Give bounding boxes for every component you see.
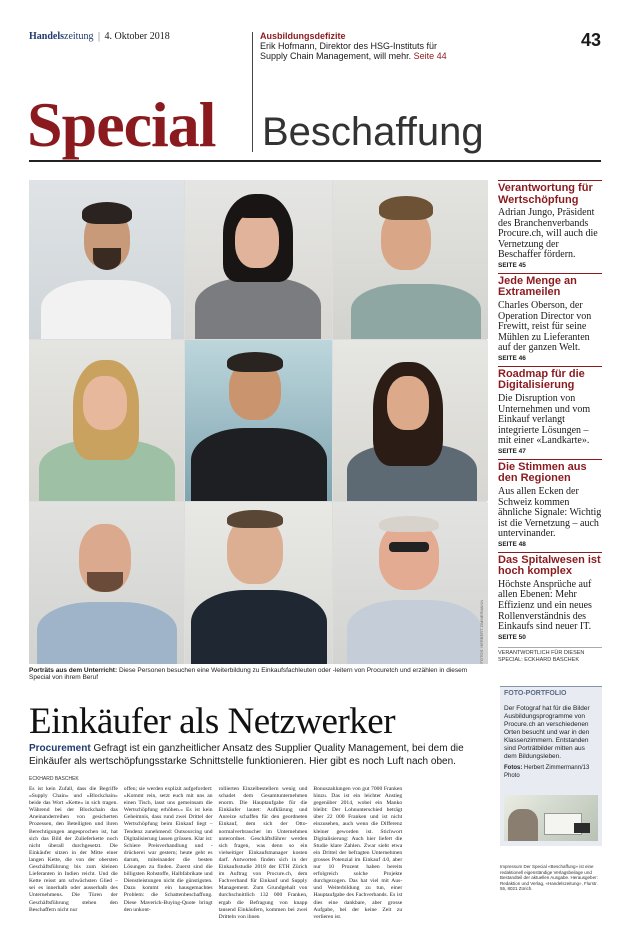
portrait-photo-1[interactable] <box>29 180 184 339</box>
teaser-text: Adrian Jungo, Präsident des Branchenverbands Procure.ch, will auch die Vernetzung der Beschaffer fördern. <box>498 207 598 261</box>
portrait-photo-4[interactable] <box>29 340 184 501</box>
article-headline: Einkäufer als Netzwerker <box>29 701 396 742</box>
teaser-headline[interactable]: Roadmap für die Digitalisierung <box>498 367 585 392</box>
teaser-text: Die Disruption von Unternehmen und vom Einkauf verlangt integrierte Lösungen – mit einer «Landkarte». <box>498 392 591 447</box>
teaser-page-ref[interactable]: SEITE 50 <box>498 633 526 641</box>
teaser-page-ref[interactable]: SEITE 45 <box>498 261 526 269</box>
teaser-item[interactable] <box>498 180 602 273</box>
teaser-item[interactable] <box>498 459 602 552</box>
article-column <box>408 786 497 921</box>
brand-logo-part-b[interactable]: zeitung <box>64 31 94 42</box>
portrait-photo-3[interactable] <box>333 180 488 339</box>
masthead-separator: | <box>95 31 103 42</box>
teaser-item[interactable] <box>498 366 602 459</box>
teaser-text: Aus allen Ecken der Schweiz kommen ähnliche Signale: Wichtig ist die Vernetzung – auch untervinander. <box>498 485 602 540</box>
top-teaser-text: Erik Hofmann, Direktor des HSG-Instituts für Supply Chain Management, will mehr. <box>260 41 438 61</box>
foto-credit-label: Fotos: <box>504 765 523 771</box>
teaser-page-ref[interactable]: SEITE 46 <box>498 354 526 362</box>
responsible-editor: VERANTWORTLICH FÜR DIESEN SPECIAL: ECKHARD BASCHEK <box>498 647 602 664</box>
photo-caption <box>29 667 489 681</box>
teaser-page-ref[interactable]: SEITE 48 <box>498 540 526 548</box>
foto-portfolio-body: Der Fotograf hat für die Bilder Ausbildungsprogramme von Procure.ch an verschiedenen Orten besucht und war in den Klassenzimmern. Entstanden sind Porträtbilder mitten aus dem Bildungsleben. <box>504 705 590 760</box>
teaser-headline[interactable]: Verantwortung für Wertschöpfung <box>498 182 593 206</box>
masthead <box>29 31 170 42</box>
portrait-photo-2[interactable] <box>185 180 332 339</box>
article-body <box>29 786 497 921</box>
article-column: rollierten Einzelbestellern wenig und schadet dem Gesamtunternehmen enorm. Die Hauptaufgabe für die Einkäufer lautet: Aufklärung und Anreize schaffen für den geordneten Einkauf, dem sich der Otto-normalverbraucher im Unternehmen unterordnet. Geschäftsführer werden sich fragen, was denn so ein vielseitiger Einkaufsmanager kosten darf. Antworten finden sich in der Einkaufsstudie 2018 der ETH Zürich im Auftrag von Procure.ch, dem Fachverband für Einkauf und Supply Management. Zum Grundgehalt von durchschnittlich 132 000 Franken, ergab die Befragung von knapp tausend Einkäufern, kommen bei zwei Dritteln von ihnen <box>218 786 308 920</box>
foto-portfolio-box <box>500 686 602 846</box>
photo-caption-lead: Porträts aus dem Unterricht: <box>29 667 118 674</box>
foto-portfolio-credit <box>504 765 598 780</box>
portrait-photo-7[interactable] <box>29 502 184 664</box>
article-lead-kicker: Procurement <box>29 743 91 754</box>
foto-credit-name: Herbert Zimmermann/13 Photo <box>504 765 590 779</box>
article-column: Bonuszahlungen von gut 7000 Franken hinzu. Das ist ein leichter Anstieg gegenüber 2014, wobei ein Manko bleibt: Der Lohnunterschied beträgt über 22 000 Franken und ist nicht einzusehen, auch wenn die Differenz kleiner geworden ist. Stichwort Digitalisierung: Auch hier liefert die Studie klare Zahlen. Zwar sieht etwa ein Drittel der befragten Unternehmen grosses Potenzial im Einkauf 4.0, aber nur 10 Prozent haben bereits erfolgreich solche Projekte durchgezogen. Das hat viel mit Aus- und Weiterbildung zu tun, einer Hauptaufgabe des Fachverbands. Es ist dies eine dankbare, aber grosse Aufgabe, bei der keine Zeit zu verlieren ist. <box>313 786 403 920</box>
section-title: Beschaffung <box>262 110 484 154</box>
teaser-headline[interactable]: Jede Menge an Extrameilen <box>498 274 577 299</box>
issue-date: 4. Oktober 2018 <box>104 31 170 42</box>
teaser-sidebar <box>498 180 602 664</box>
portrait-photo-5[interactable] <box>185 340 332 501</box>
article-column: offen; sie werden explizit aufgefordert: «Kommt rein, setzt euch mit uns an einen Tisch, lasst uns gemeinsam die Wertschöpfung erhöhen.» Es ist kein Geheimnis, dass rund zwei Drittel der Wertschöpfung beim Einkauf liegt – Tendenz zunehmend: Outsourcing und Digitalisierung lassen grüssen. Klar ist: Schiere Preisverhandlung und -drückerei war gestern; heute geht es darum, miteinander die besten Lösungen zu finden. Zuerst sind die billigsten Rohstoffe, Halbfabrikate und Dienstleistungen nicht die günstigsten. Dazu kommt ein hausgemachtes Problem: die Schattenbeschaffung. Diese Maverick-Buying-Quote bringt den unkont- <box>123 786 213 913</box>
teaser-headline[interactable]: Das Spitalwesen ist hoch komplex <box>498 553 601 578</box>
foto-portfolio-title: FOTO-PORTFOLIO <box>504 690 567 697</box>
teaser-item[interactable] <box>498 552 602 645</box>
top-teaser[interactable] <box>260 31 460 61</box>
photo-credit: FOTOS: HERBERT ZIMMERMANN <box>479 600 484 664</box>
teaser-text: Höchste Ansprüche auf allen Ebenen: Mehr Effizienz und ein neues Rollenverständnis des Einkaufs sind neuer IT. <box>498 578 592 633</box>
teaser-headline[interactable]: Die Stimmen aus den Regionen <box>498 460 587 485</box>
impressum: Impressum Der Special «Beschaffung» ist eine redaktionell eigenständige Verlagsbeilage und Bestandteil der aktuellen Ausgabe. Herausgeber: Redaktion und Verlag, «Handelszeitung», Flurstr. 55, 8021 Zürich. <box>500 864 598 891</box>
teaser-item[interactable] <box>498 273 602 366</box>
section-label-special: Special <box>27 89 216 160</box>
top-teaser-page-ref[interactable]: Seite 44 <box>413 51 447 61</box>
photographer-thumbnail[interactable] <box>504 795 598 841</box>
header-rule <box>29 160 601 162</box>
top-teaser-kicker: Ausbildungsdefizite <box>260 31 346 41</box>
portrait-photo-9[interactable] <box>333 502 488 664</box>
page-number: 43 <box>580 30 601 50</box>
portrait-photo-8[interactable] <box>185 502 332 664</box>
portrait-grid <box>29 180 487 664</box>
portrait-photo-6[interactable] <box>333 340 488 501</box>
article-column: Es ist kein Zufall, dass die Begriffe «Supply Chain» und «Blockchain» beide das Wort «Kette» in sich tragen. Während bei der Blockchain das Aneinanderreihen von gesicherten Prozessen, den Beteiligten und ihren Berechtigungen angesprochen ist, hat sich das Bild der Zulieferkette noch nicht überall durchgesetzt. Die Einkäufer sitzen in der Mitte einer langen Kette, die von der obersten Geschäftsführung bis zum kleinen Lieferanten in Indien reicht. Und die Kette reisst am schwächsten Glied – sei es innerhalb oder ausserhalb des Unternehmens. Die Türen der Geschäftsführung stehen den Beschaffern nicht nur <box>29 786 118 913</box>
header-divider <box>252 32 253 152</box>
brand-logo-part-a[interactable]: Handels <box>29 31 65 42</box>
teaser-text: Charles Oberson, der Operation Director von Frewitt, reist für seine Mühlen zu Lieferanten auf der ganzen Welt. <box>498 299 592 354</box>
article-lead <box>29 743 495 768</box>
photo-caption-text: Diese Personen besuchen eine Weiterbildung zu Einkaufsfachleuten oder -leitern von Procuretch und erzählen in diesem Special von ihrem Beruf <box>29 667 468 681</box>
article-lead-text: Gefragt ist ein ganzheitlicher Ansatz des Supplier Quality Management, bei dem die Einkäufer als wertschöpfungsstarke Schnittstelle funktionieren. Hier gibt es noch Luft nach oben. <box>29 743 464 767</box>
teaser-page-ref[interactable]: SEITE 47 <box>498 447 526 455</box>
article-byline: ECKHARD BASCHEK <box>29 776 79 782</box>
